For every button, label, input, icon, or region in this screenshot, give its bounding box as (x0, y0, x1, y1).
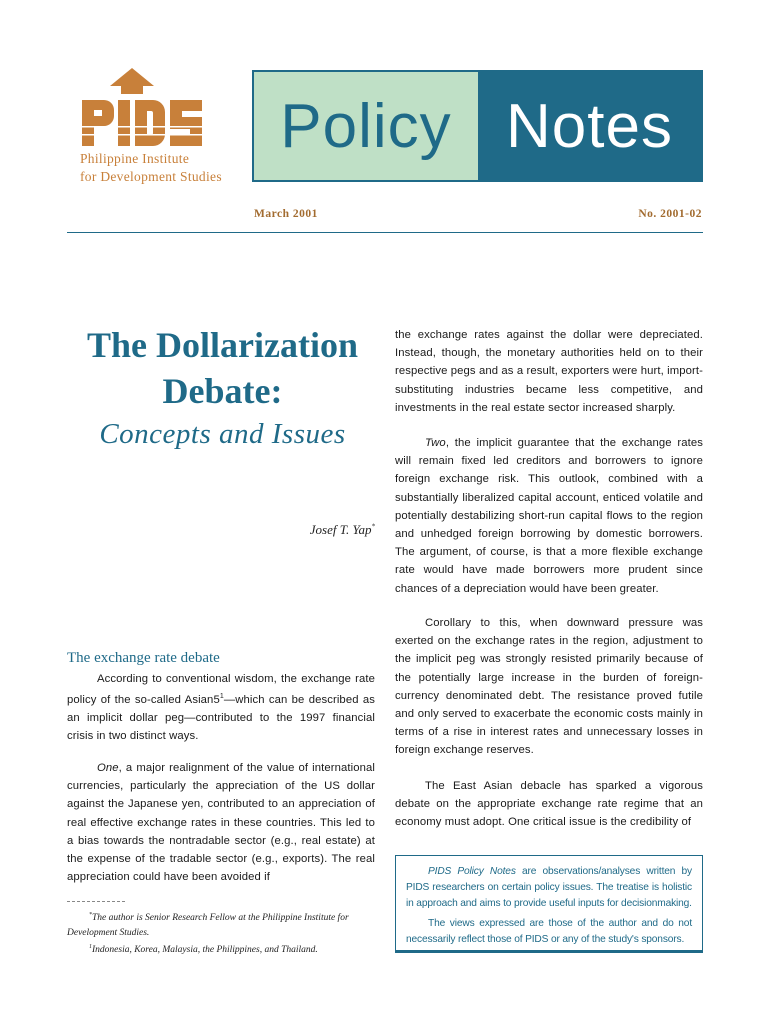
footnote (67, 908, 377, 941)
paragraph (67, 759, 375, 886)
paragraph (395, 777, 703, 832)
section-heading: The exchange rate debate (67, 650, 220, 666)
footnote (67, 940, 377, 958)
footnote-divider (67, 901, 125, 902)
issue-number: No. 2001-02 (638, 208, 702, 220)
author-name: Josef T. Yap (309, 522, 372, 537)
title-line1: The Dollarization (87, 325, 358, 365)
banner-policy-text: Policy (254, 72, 478, 180)
info-box-text: The views expressed are those of the author and do not necessarily reflect those of PIDS or any of the study's sponsors. (406, 918, 692, 945)
paragraph-emphasis: One (97, 762, 119, 774)
issue-date: March 2001 (254, 208, 318, 220)
info-box-paragraph (406, 916, 692, 948)
author-byline (200, 522, 375, 538)
footnote-mark: 1 (219, 693, 224, 701)
footnote-mark: 1 (89, 944, 92, 950)
article-title (70, 322, 375, 414)
paragraph (395, 434, 703, 598)
paragraph-emphasis: Two (425, 437, 446, 449)
paragraph-text: , the implicit guarantee that the exchange rates will remain fixed led creditors and borrowers to ignore foreign exchange risk. This outlook, combined with a substantially liberalized capital account, enticed volatile and potentially destabilizing short-run capital flows to the region and unhedged foreign borrowing by domestic borrowers. The argument, of course, is that a more flexible exchange rate would have made borrowers more prudent since chances of a depreciation would have been greater. (395, 437, 703, 595)
institute-name-line1: Philippine Institute (80, 151, 190, 166)
header-divider (67, 232, 703, 233)
info-box-emphasis: PIDS Policy Notes (428, 866, 516, 877)
policy-notes-info-box (395, 855, 703, 953)
paragraph-text: Corollary to this, when downward pressure was exerted on the exchange rates in the region, adjustment to the implicit peg was strongly resisted primarily because of the potentially large increase in the burden of foreign-currency denominated debt. The resistance proved futile and only served to exacerbate the economic costs mainly in terms of a rise in interest rates and unnecessary losses in foreign exchange reserves. (395, 617, 703, 757)
banner-notes-text: Notes (478, 72, 701, 180)
institute-name-line2: for Development Studies (80, 169, 222, 184)
info-box-text: are observations/analyses written by PIDS researchers on certain policy issues. The treatise is holistic in approach and aims to provide useful inputs for decisionmaking. (406, 866, 692, 909)
author-footnote-mark: * (371, 522, 375, 531)
pids-logo (80, 68, 220, 158)
paragraph (67, 670, 375, 746)
footnote-mark: * (89, 912, 92, 918)
article-subtitle: Concepts and Issues (99, 418, 346, 450)
info-box-paragraph (406, 864, 692, 912)
paragraph: the exchange rates against the dollar were depreciated. Instead, though, the monetary authorities held on to their respective pegs and as a result, exporters were hurt, import-substituting industries became less competitive, and investments in the real estate sector increased sharply. (395, 329, 703, 414)
title-line2: Debate: (162, 371, 283, 411)
paragraph-text: , a major realignment of the value of international currencies, particularly the appreciation of the US dollar against the Japanese yen, contributed to an appreciation of real effective exchange rates in these countries. This led to a bias towards the nontradable sector (e.g., real estate) at the expense of the tradable sector (e.g., exports). The real appreciation could have been avoided if (67, 762, 375, 884)
paragraph (395, 614, 703, 760)
policy-notes-banner (252, 70, 703, 182)
paragraph-text: According to conventional wisdom, the exchange rate policy of the so-called Asian5 (67, 673, 375, 706)
paragraph-text: The East Asian debacle has sparked a vigorous debate on the appropriate exchange rate regime that an economy must adopt. One critical issue is the credibility of (395, 780, 703, 829)
paragraph-text-rest: —which can be described as an implicit dollar peg—contributed to the 1997 financial crisis in two distinct ways. (67, 693, 375, 743)
footnote-text: The author is Senior Research Fellow at the Philippine Institute for Development Studies. (67, 913, 349, 939)
footnote-text: Indonesia, Korea, Malaysia, the Philippines, and Thailand. (92, 945, 318, 956)
